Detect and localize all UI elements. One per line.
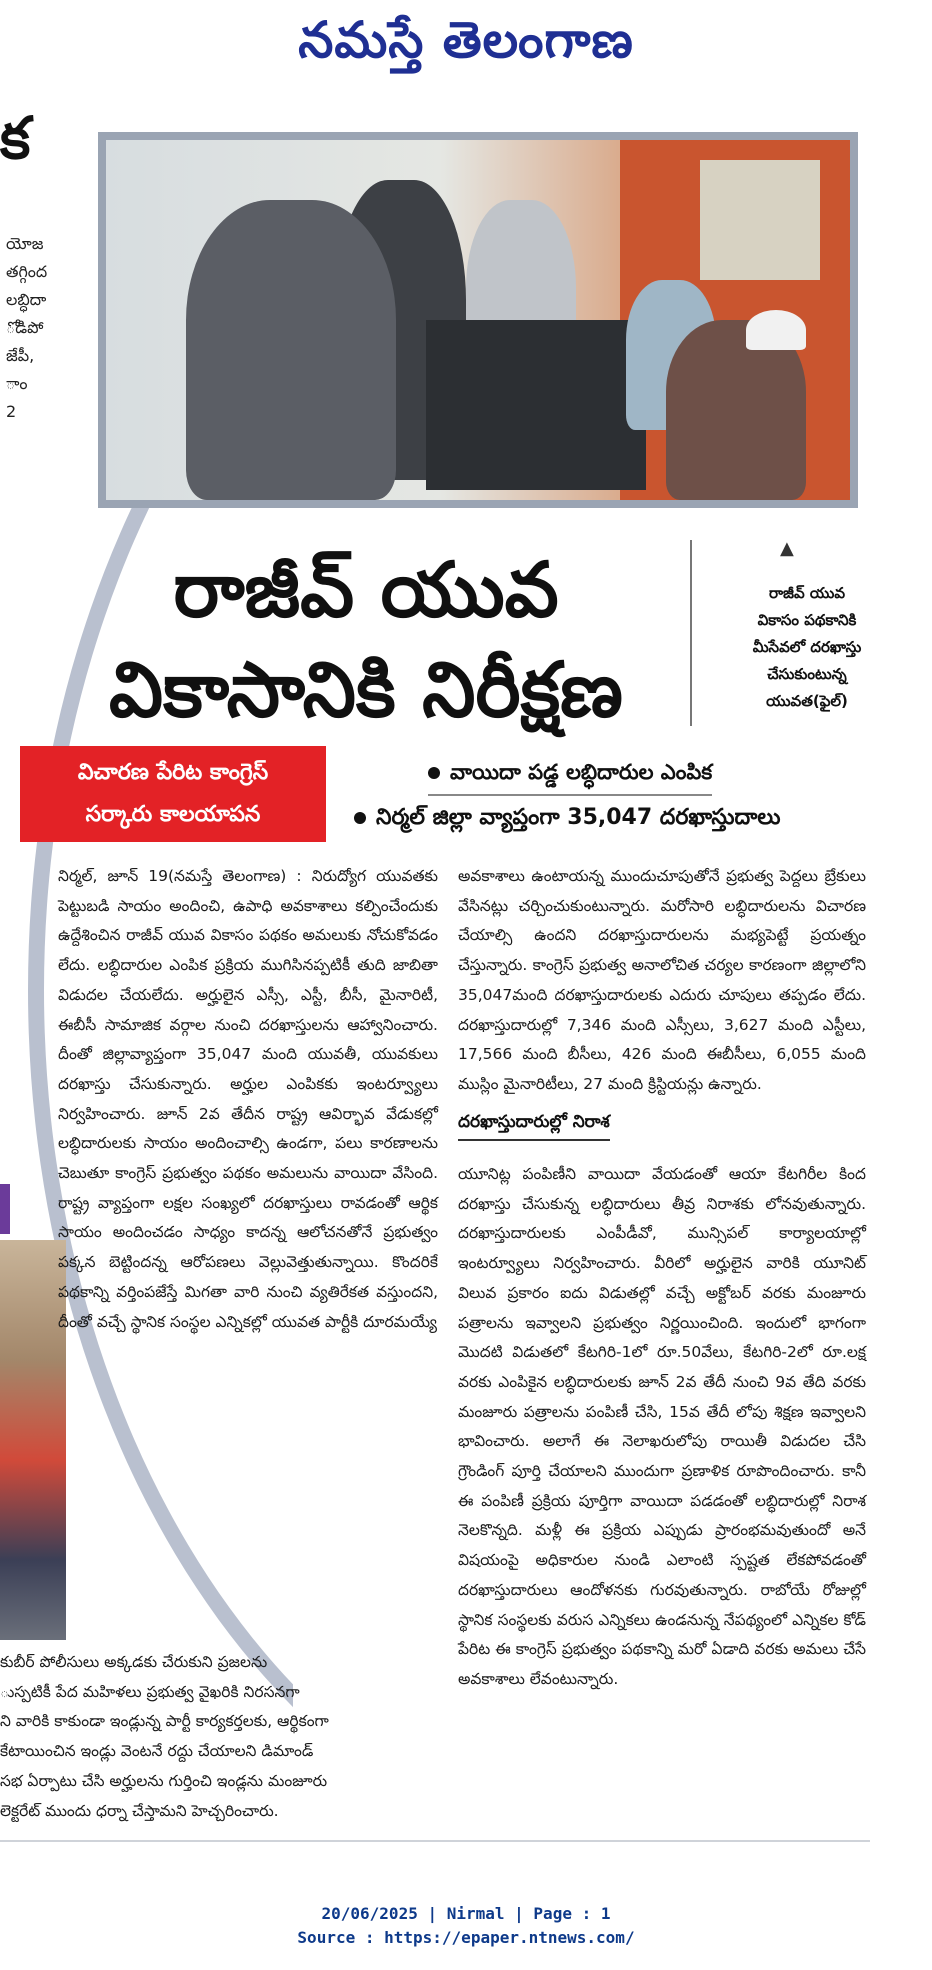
adjacent-photo	[0, 1240, 66, 1640]
article-column-2	[458, 862, 866, 1100]
adjacent-text-fragment: యోజ	[6, 234, 44, 253]
caption-line: యువత(ఫైల్)	[766, 692, 848, 710]
adjacent-line: సభ ఏర్పాటు చేసి అర్హులను గుర్తించి ఇండ్లను మంజూరు	[0, 1771, 328, 1790]
bullet-icon	[428, 767, 440, 779]
adjacent-text-fragment: 2	[6, 402, 17, 421]
adjacent-line: లెక్టరేట్ ముందు ధర్నా చేస్తామని హెచ్చరించారు.	[0, 1801, 279, 1820]
adjacent-text-fragment: లబ్ధిదా	[6, 290, 47, 309]
red-box-line: సర్కారు కాలయాపన	[85, 802, 261, 827]
highlight-bullet	[428, 760, 712, 796]
masthead-logo: నమస్తే తెలంగాణ	[298, 10, 634, 69]
adjacent-line: కేటాయించిన ఇండ్లు వెంటనే రద్దు చేయాలని డిమాండ్	[0, 1742, 314, 1761]
article-paragraph: నిర్మల్, జూన్ 19(నమస్తే తెలంగాణ) : నిరుద్యోగ యువతకు పెట్టుబడి సాయం అందించి, ఉపాధి అవకాశాలు కల్పించేందుకు ఉద్దేశించిన రాజీవ్ యువ వికాసం పథకం అమలుకు నోచుకోవడం లేదు. లబ్ధిదారుల ఎంపిక ప్రక్రియ ముగిసినప్పటికీ తుది జాబితా విడుదల చేయలేదు. అర్హులైన ఎస్సీ, ఎస్టీ, బీసీ, మైనారిటీ, ఈబీసీ సామాజిక వర్గాల నుంచి దరఖాస్తులను ఆహ్వానించారు. దీంతో జిల్లావ్యాప్తంగా 35,047 మంది యువతీ, యువకులు దరఖాస్తు చేసుకున్నారు. అర్హుల ఎంపికకు ఇంటర్వ్యూలు నిర్వహించారు. జూన్ 2వ తేదీన రాష్ట్ర ఆవిర్భావ వేడుకల్లో లబ్ధిదారులకు సాయం అందించాల్సి ఉండగా, పలు కారణాలను చెబుతూ కాంగ్రెస్ ప్రభుత్వం పథకం అమలును వాయిదా వేసింది. రాష్ట్ర వ్యాప్తంగా లక్షల సంఖ్యలో దరఖాస్తులు రావడంతో ఆర్థిక సాయం అందించడం సాధ్యం కాదన్న ఆలోచనతోనే ప్రభుత్వం పక్కన బెట్టిందన్న ఆరోపణలు వెల్లువెత్తుతున్నాయి. కొందరికే పథకాన్ని వర్తింపజేస్తే మిగతా వారి నుంచి వ్యతిరేకత వస్తుందని, దీంతో వచ్చే స్థానిక సంస్థల ఎన్నికల్లో యువత పార్టీకి దూరమయ్యే	[58, 867, 438, 1331]
bullet-icon	[354, 812, 366, 824]
adjacent-line: ని వారికి కాకుండా ఇండ్లున్న పార్టీ కార్యకర్తలకు, ఆర్థికంగా	[0, 1712, 329, 1731]
bullet-text: వాయిదా పడ్డ లబ్ధిదారుల ఎంపిక	[450, 760, 713, 784]
page-bottom-rule	[0, 1840, 870, 1842]
caption-divider	[690, 540, 692, 726]
article-column-1	[58, 862, 438, 1337]
adjacent-text-fragment: ోడిపో	[6, 318, 44, 337]
caption-arrow-icon: ▲	[780, 538, 794, 559]
adjacent-headline-fragment: క	[0, 104, 31, 172]
highlight-bullet	[354, 805, 781, 835]
red-box-line: విచారణ పేరిట కాంగ్రెస్	[77, 760, 269, 785]
caption-line: వికాసం పథకానికి	[757, 611, 857, 629]
news-photo	[98, 132, 858, 508]
subheadline-red-box	[20, 746, 326, 842]
article-paragraph: యూనిట్ల పంపిణీని వాయిదా వేయడంతో ఆయా కేటగిరీల కింద దరఖాస్తు చేసుకున్న లబ్ధిదారులు తీవ్ర నిరాశకు లోనవుతున్నారు. దరఖాస్తుదారులకు ఎంపీడీవో, మున్సిపల్ కార్యాలయాల్లో ఇంటర్వ్యూలు నిర్వహించారు. వీరిలో అర్హులైన వారికి యూనిట్ విలువ ప్రకారం ఐదు విడుతల్లో వచ్చే అక్టోబర్ వరకు మంజూరు పత్రాలను ఇవ్వాలని ప్రభుత్వం నిర్ణయించింది. ఇందులో భాగంగా మొదటి విడుతలో కేటగిరి-1లో రూ.50వేలు, కేటగిరి-2లో రూ.లక్ష వరకు ఎంపికైన లబ్ధిదారులకు జూన్ 2వ తేదీ నుంచి 9వ తేది వరకు మంజూరు పత్రాలను పంపిణీ చేసి, 15వ తేదీ లోపు శిక్షణ ఇవ్వాలని భావించారు. అలాగే ఈ నెలాఖరులోపు రాయితీ విడుదల చేసి గ్రౌండింగ్ పూర్తి చేయాలని ముందుగా ప్రణాళిక రూపొందించారు. కానీ ఈ పంపిణీ ప్రక్రియ పూర్తిగా వాయిదా పడడంతో లబ్ధిదారుల్లో నిరాశ నెలకొన్నది. మళ్లీ ఈ ప్రక్రియ ఎప్పుడు ప్రారంభమవుతుందో అనే విషయంపై అధికారుల నుండి ఎలాంటి స్పష్టత లేకపోవడంతో దరఖాస్తుదారులు ఆందోళనకు గురవుతున్నారు. రాబోయే రోజుల్లో స్థానిక సంస్థలకు వరుస ఎన్నికలు ఉండనున్న నేపథ్యంలో ఎన్నికల కోడ్ పేరిట ఈ కాంగ్రెస్ ప్రభుత్వం పథకాన్ని మరో ఏడాది వరకు అమలు చేసే అవకాశాలు లేవంటున్నారు.	[458, 1165, 866, 1688]
photo-caption	[712, 580, 902, 715]
article-subheading: దరఖాస్తుదారుల్లో నిరాశ	[458, 1112, 610, 1141]
headline	[36, 540, 696, 740]
caption-line: చేసుకుంటున్న	[767, 665, 847, 683]
article-column-2-continued	[458, 1160, 866, 1695]
headline-line-2: వికాసానికి నిరీక్షణ	[109, 645, 623, 734]
article-paragraph: అవకాశాలు ఉంటాయన్న ముందుచూపుతోనే ప్రభుత్వ పెద్దలు బ్రేకులు వేసినట్లు చర్చించుకుంటున్నారు. మరోసారి లబ్ధిదారులను విచారణ చేయాల్సి ఉందని దరఖాస్తుదారులను మభ్యపెట్టే ప్రయత్నం చేస్తున్నారు. కాంగ్రెస్ ప్రభుత్వ అనాలోచిత చర్యల కారణంగా జిల్లాలోని 35,047మంది దరఖాస్తుదారులకు ఎదురు చూపులు తప్పడం లేదు. దరఖాస్తుదారుల్లో 7,346 మంది ఎస్సీలు, 3,627 మంది ఎస్టీలు, 17,566 మంది బీసీలు, 426 మంది ఈబీసీలు, 6,055 మంది ముస్లిం మైనారిటీలు, 27 మంది క్రిస్టియన్లు ఉన్నారు.	[458, 867, 866, 1093]
footer-date-edition: 20/06/2025 | Nirmal | Page : 1	[321, 1904, 611, 1923]
bullet-text: నిర్మల్ జిల్లా వ్యాప్తంగా 35,047 దరఖాస్తుదాలు	[376, 805, 781, 830]
caption-line: రాజీవ్ యువ	[768, 584, 846, 602]
adjacent-line: కుబీర్ పోలీసులు అక్కడకు చేరుకుని ప్రజలను	[0, 1653, 268, 1671]
adjacent-text-fragment: తగ్గింద	[6, 262, 48, 281]
adjacent-line: ుస్పటికీ పేద మహిళలు ప్రభుత్వ వైఖరికి నిరసనగా	[0, 1682, 300, 1701]
headline-line-1: రాజీవ్ యువ	[173, 545, 559, 634]
adjacent-article-bottom	[0, 1648, 390, 1826]
adjacent-text-fragment: జేపీ,	[6, 346, 35, 365]
footer-source-link[interactable]: Source : https://epaper.ntnews.com/	[297, 1928, 635, 1947]
adjacent-text-fragment: ాం	[6, 374, 28, 393]
caption-line: మీసేవలో దరఖాస్తు	[752, 638, 862, 656]
